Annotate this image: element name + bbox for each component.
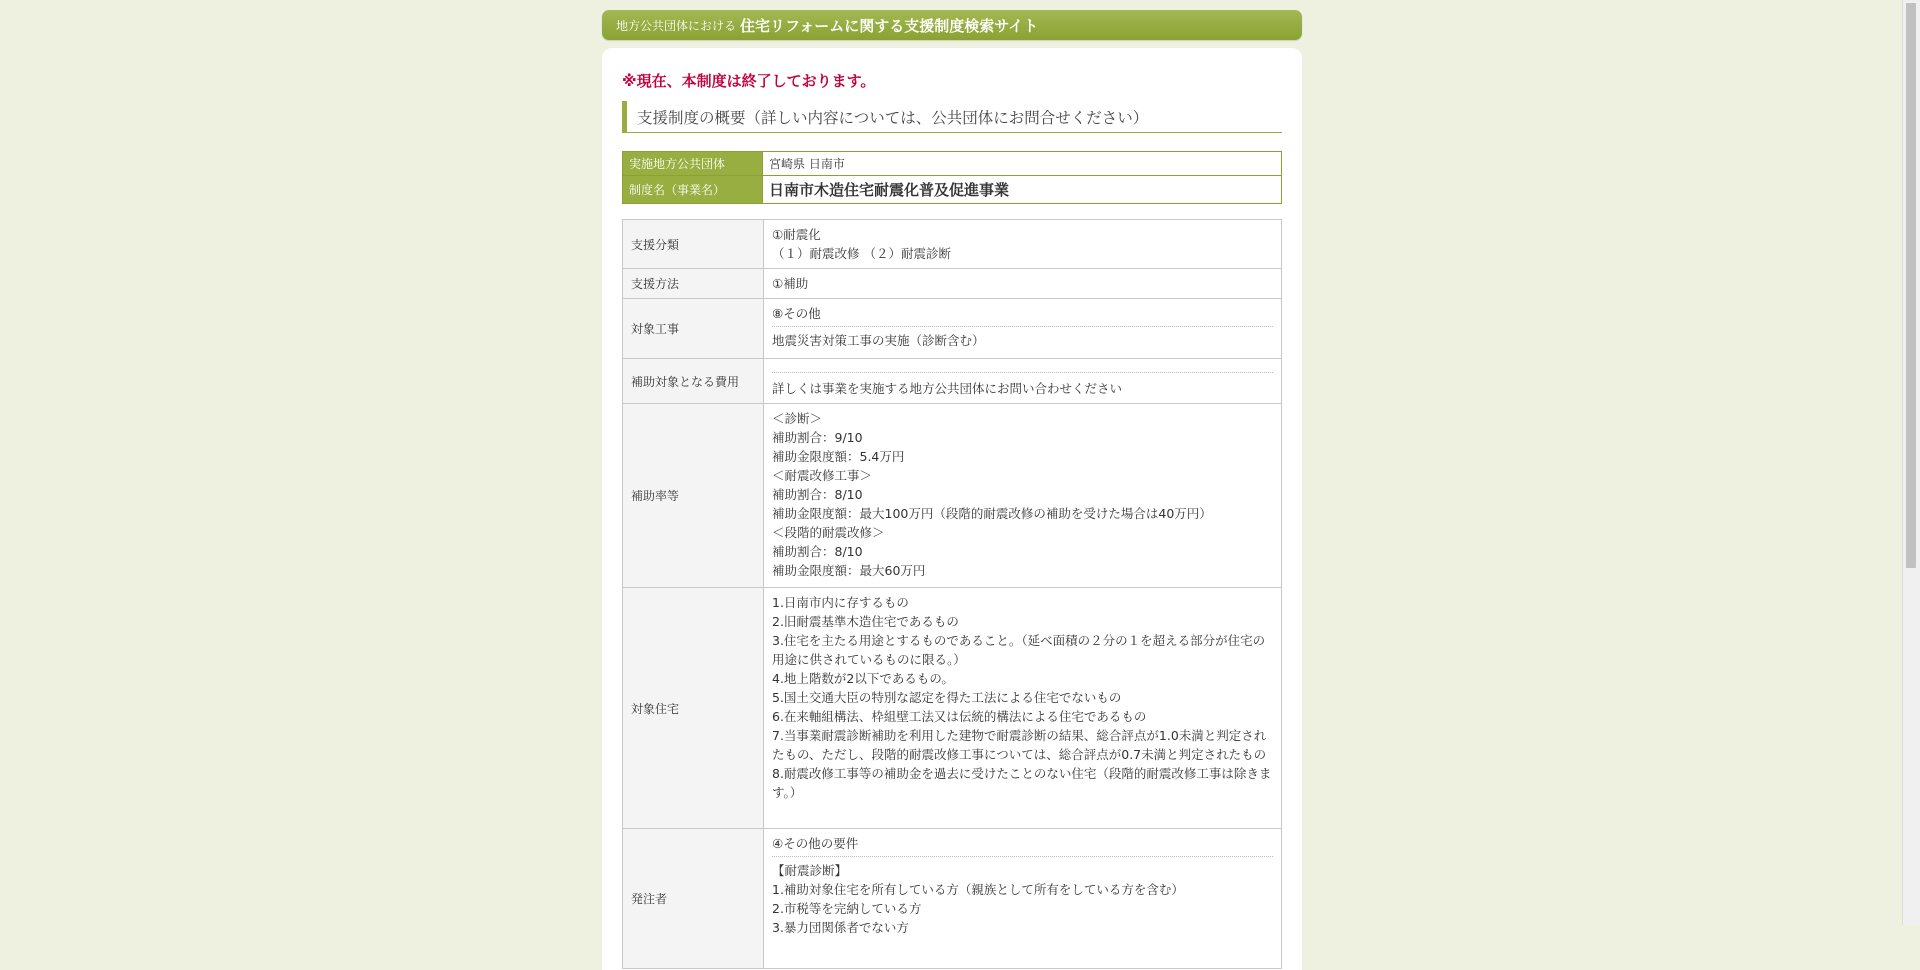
target-housing-label: 対象住宅 (623, 588, 764, 829)
subsidy-rate-line: 補助割合：8/10 (772, 544, 863, 559)
subsidy-rate-line: 補助金限度額：最大60万円 (772, 563, 926, 578)
program-detail-table (622, 219, 1282, 969)
orderer-head: ④その他の要件 (772, 834, 1273, 857)
target-housing-line: 5.国土交通大臣の特別な認定を得た工法による住宅でないもの (772, 690, 1122, 705)
site-title-prefix: 地方公共団体における (616, 18, 737, 33)
row-eligible-cost (623, 359, 1282, 404)
meta-row-municipality (623, 152, 1282, 176)
row-target-work (623, 299, 1282, 359)
program-name-value: 日南市木造住宅耐震化普及促進事業 (763, 176, 1282, 204)
orderer-line: 1.補助対象住宅を所有している方（親族として所有をしている方を含む） (772, 882, 1184, 897)
support-category-line: ①耐震化 (772, 227, 821, 242)
row-support-method (623, 269, 1282, 299)
target-housing-line: 1.日南市内に存するもの (772, 595, 909, 610)
section-heading: 支援制度の概要（詳しい内容については、公共団体にお問合せください） (622, 101, 1282, 133)
target-housing-line: 6.在来軸組構法、枠組壁工法又は伝統的構法による住宅であるもの (772, 709, 1147, 724)
eligible-cost-line: 詳しくは事業を実施する地方公共団体にお問い合わせください (772, 381, 1123, 396)
eligible-cost-label: 補助対象となる費用 (623, 359, 764, 404)
target-housing-line: 7.当事業耐震診断補助を利用した建物で耐震診断の結果、総合評点が1.0未満と判定されたもの、ただし、段階的耐震改修工事については、総合評点が0.7未満と判定されたもの (772, 728, 1267, 762)
vertical-scrollbar[interactable] (1902, 0, 1920, 925)
municipality-label: 実施地方公共団体 (623, 152, 763, 176)
target-housing-line: 3.住宅を主たる用途とするものであること。（延べ面積の２分の１を超える部分が住宅の用途に供されているものに限る。） (772, 633, 1266, 667)
target-housing-line: 2.旧耐震基準木造住宅であるもの (772, 614, 959, 629)
target-housing-value (764, 588, 1282, 829)
eligible-cost-divider (772, 368, 1273, 373)
target-work-head: ⑧その他 (772, 304, 1273, 327)
site-header[interactable] (602, 10, 1302, 40)
support-method-label: 支援方法 (623, 269, 764, 299)
subsidy-rate-line: 補助金限度額：最大100万円（段階的耐震改修の補助を受けた場合は40万円） (772, 506, 1212, 521)
site-title: 住宅リフォームに関する支援制度検索サイト (740, 16, 1039, 35)
target-work-line: 地震災害対策工事の実施（診断含む） (772, 333, 985, 348)
subsidy-rate-label: 補助率等 (623, 404, 764, 588)
support-category-line: （１）耐震改修 （２）耐震診断 (772, 246, 951, 261)
scrollbar-thumb[interactable] (1906, 3, 1916, 568)
subsidy-rate-line: ＜耐震改修工事＞ (772, 468, 873, 483)
subsidy-rate-value (764, 404, 1282, 588)
target-housing-line: 8.耐震改修工事等の補助金を過去に受けたことのない住宅（段階的耐震改修工事は除きます。） (772, 766, 1272, 800)
subsidy-rate-line: 補助割合：8/10 (772, 487, 863, 502)
content-panel (602, 48, 1302, 970)
orderer-value (764, 829, 1282, 969)
row-target-housing (623, 588, 1282, 829)
orderer-line: 3.暴力団関係者でない方 (772, 920, 909, 935)
municipality-value: 宮崎県 日南市 (763, 152, 1282, 176)
target-housing-line: 4.地上階数が2以下であるもの。 (772, 671, 954, 686)
orderer-line: 2.市税等を完納している方 (772, 901, 922, 916)
subsidy-rate-line: 補助金限度額：5.4万円 (772, 449, 905, 464)
row-orderer (623, 829, 1282, 969)
page-container (602, 10, 1302, 970)
row-support-category (623, 220, 1282, 269)
subsidy-rate-line: 補助割合：9/10 (772, 430, 863, 445)
target-work-value (764, 299, 1282, 359)
support-category-value (764, 220, 1282, 269)
support-category-label: 支援分類 (623, 220, 764, 269)
support-method-line: ①補助 (772, 276, 809, 291)
support-method-value (764, 269, 1282, 299)
program-meta-table (622, 151, 1282, 204)
meta-row-program (623, 176, 1282, 204)
target-work-label: 対象工事 (623, 299, 764, 359)
orderer-line: 【耐震診断】 (772, 863, 848, 878)
row-subsidy-rate (623, 404, 1282, 588)
subsidy-rate-line: ＜段階的耐震改修＞ (772, 525, 885, 540)
program-name-label: 制度名（事業名） (623, 176, 763, 204)
subsidy-rate-line: ＜診断＞ (772, 411, 823, 426)
program-ended-notice: ※現在、本制度は終了しております。 (622, 72, 876, 90)
orderer-label: 発注者 (623, 829, 764, 969)
eligible-cost-value (764, 359, 1282, 404)
